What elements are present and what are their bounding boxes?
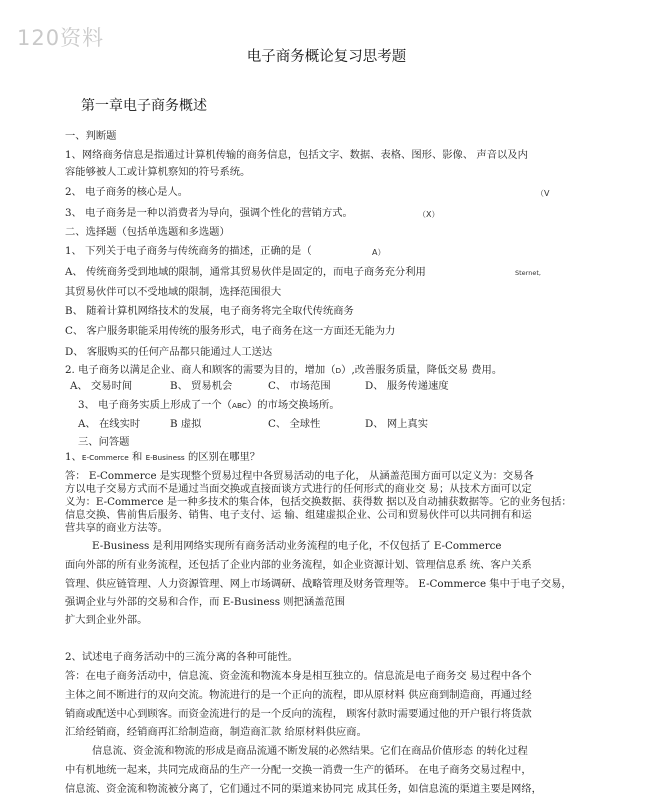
tf-question-2-mark: （V [536, 189, 550, 198]
answer-2-line-5: 扩大到企业外部。 [65, 614, 148, 626]
choice-option-c: C、 客户服务职能采用传统的服务形式，电子商务在这一方面还无能为力 [65, 325, 396, 337]
section-heading-true-false: 一、判断题 [65, 130, 117, 142]
choice-question-3 [78, 399, 340, 412]
choice-question-1: 1、 下列关于电子商务与传统商务的描述，正确的是（ [65, 245, 312, 257]
answer-3-line-2: 主体之间不断进行的双向交流。物流进行的是一个正向的流程，即从原材料 供应商到制造商，再通过经 [65, 689, 532, 701]
answer-1-line-1: 答： E-Commerce 是实现整个贸易过程中各贸易活动的电子化， 从涵盖范围方面可以定义为：交易各 [65, 470, 534, 482]
answer-1-line-2: 方以电子交易方式而不是通过当面交换或直接面谈方式进行的任何形式的商业交 易；从技术方面可以定 [65, 483, 532, 495]
essay-question-1-number: 1、 [65, 451, 82, 463]
answer-4-line-2: 中有机地统一起来，共同完成商品的生产一分配一交换一消费一生产的循环。 在电子商务交易过程中， [65, 764, 532, 776]
choice-option-a: A、 传统商务受到地域的限制，通常其贸易伙伴是固定的，而电子商务充分利用 [65, 266, 426, 278]
document-title: 电子商务概论复习思考题 [246, 49, 407, 65]
tf-question-2: 2、 电子商务的核心是人。 [65, 186, 189, 198]
choice-question-3-option-b: B 虚拟 [170, 418, 202, 430]
choice-question-3-answer: ABC [231, 401, 247, 410]
section-heading-choice: 二、选择题（包括单选题和多选题） [65, 226, 230, 238]
answer-2-line-3: 管理、供应链管理、人力资源管理、网上市场调研、战略管理及财务管理等。 E-Commerce 集中于电子交易， [65, 578, 572, 590]
essay-question-1-term-2: E-Business [145, 453, 185, 462]
answer-1-line-5: 营共享的商业方法等。 [65, 522, 168, 534]
tf-question-1-line-1: 1、网络商务信息是指通过计算机传输的商务信息，包括文字、数据、表格、图形、影像、 声音以及内 [65, 149, 528, 161]
essay-question-1-and: 和 [128, 451, 146, 463]
essay-question-1-term-1: E-Commerce [81, 453, 129, 462]
answer-1-line-3: 义为：E-Commerce 是一种多技术的集合体，包括交换数据、获得数 据以及自动捕获数据等。它的业务包括： [65, 496, 572, 508]
chapter-title: 第一章电子商务概述 [81, 98, 207, 114]
choice-option-b: B、 随着计算机网络技术的发展，电子商务将完全取代传统商务 [65, 305, 354, 317]
watermark-logo: 120资料 [17, 26, 105, 50]
essay-question-1-tail: 的区别在哪里？ [184, 451, 261, 463]
choice-question-3-stem: 3、 电子商务实质上形成了一个（ [78, 399, 232, 411]
choice-question-3-option-a: A、 在线实时 [78, 418, 141, 430]
choice-question-2 [65, 364, 502, 377]
answer-4-line-3: 信息流、资金流和物流被分离了，它们通过不同的渠道来协同完 成其任务，如信息流的渠道主要是网络， [65, 783, 542, 795]
choice-question-3-tail: ）的市场交换场所。 [246, 399, 340, 411]
choice-question-3-option-d: D、 网上真实 [365, 418, 429, 430]
answer-2-line-4: 强调企业与外部的交易和合作，而 E-Business 则把涵盖范围 [65, 596, 346, 608]
choice-option-a-continued: 其贸易伙伴可以不受地域的限制，选择范围很大 [65, 286, 282, 298]
choice-question-2-option-c: C、 市场范围 [268, 380, 331, 392]
answer-1-line-4: 信息交换、售前售后服务、销售、电子支付、运 输、组建虚拟企业、公司和贸易伙伴可以共同拥有和运 [65, 509, 532, 521]
answer-3-line-4: 汇给经销商，经销商再汇给制造商，制造商汇款 给原材料供应商。 [65, 726, 367, 738]
choice-option-a-term: Sternet, [515, 269, 541, 277]
answer-3-line-1: 答：在电子商务活动中，信息流、资金流和物流本身是相互独立的。信息流是电子商务交 易过程中各个 [65, 670, 532, 682]
choice-question-2-option-a: A、 交易时间 [70, 380, 133, 392]
choice-question-2-option-b: B、 贸易机会 [170, 380, 233, 392]
answer-2-line-1: E-Business 是利用网络实现所有商务活动业务流程的电子化，不仅包括了 E-Commerce [92, 540, 502, 552]
answer-3-line-3: 销商或配送中心到顾客。而资金流进行的是一个反向的流程， 顾客付款时需要通过他的开户银行将货款 [65, 708, 532, 720]
tf-question-1-line-2: 容能够被人工或计算机察知的符号系统。 [65, 166, 251, 178]
choice-question-1-answer: A） [372, 248, 386, 257]
essay-question-2: 2、试述电子商务活动中的三流分离的各种可能性。 [65, 651, 299, 663]
choice-option-d: D、 客服购买的任何产品都只能通过人工送达 [65, 346, 273, 358]
essay-question-1 [65, 451, 260, 464]
tf-question-3-mark: （X） [418, 210, 440, 219]
choice-question-2-tail: ）,改善服务质量，降低交易 费用。 [341, 364, 503, 376]
answer-4-line-1: 信息流、资金流和物流的形成是商品流通不断发展的必然结果。它们在商品价值形态 的转化过程 [92, 745, 528, 757]
tf-question-3: 3、 电子商务是一种以消费者为导向，强调个性化的营销方式。 [65, 207, 353, 219]
choice-question-3-option-c: C、 全球性 [268, 418, 321, 430]
answer-2-line-2: 面向外部的所有业务流程，还包括了企业内部的业务流程，如企业资源计划、管理信息系 统、客户关系 [65, 559, 532, 571]
choice-question-2-stem: 2. 电子商务以满足企业、商人和顾客的需要为目的，增加（ [65, 364, 336, 376]
section-heading-essay: 三、问答题 [78, 436, 130, 448]
choice-question-2-answer: D [335, 366, 342, 375]
choice-question-2-option-d: D、 服务传递速度 [365, 380, 449, 392]
